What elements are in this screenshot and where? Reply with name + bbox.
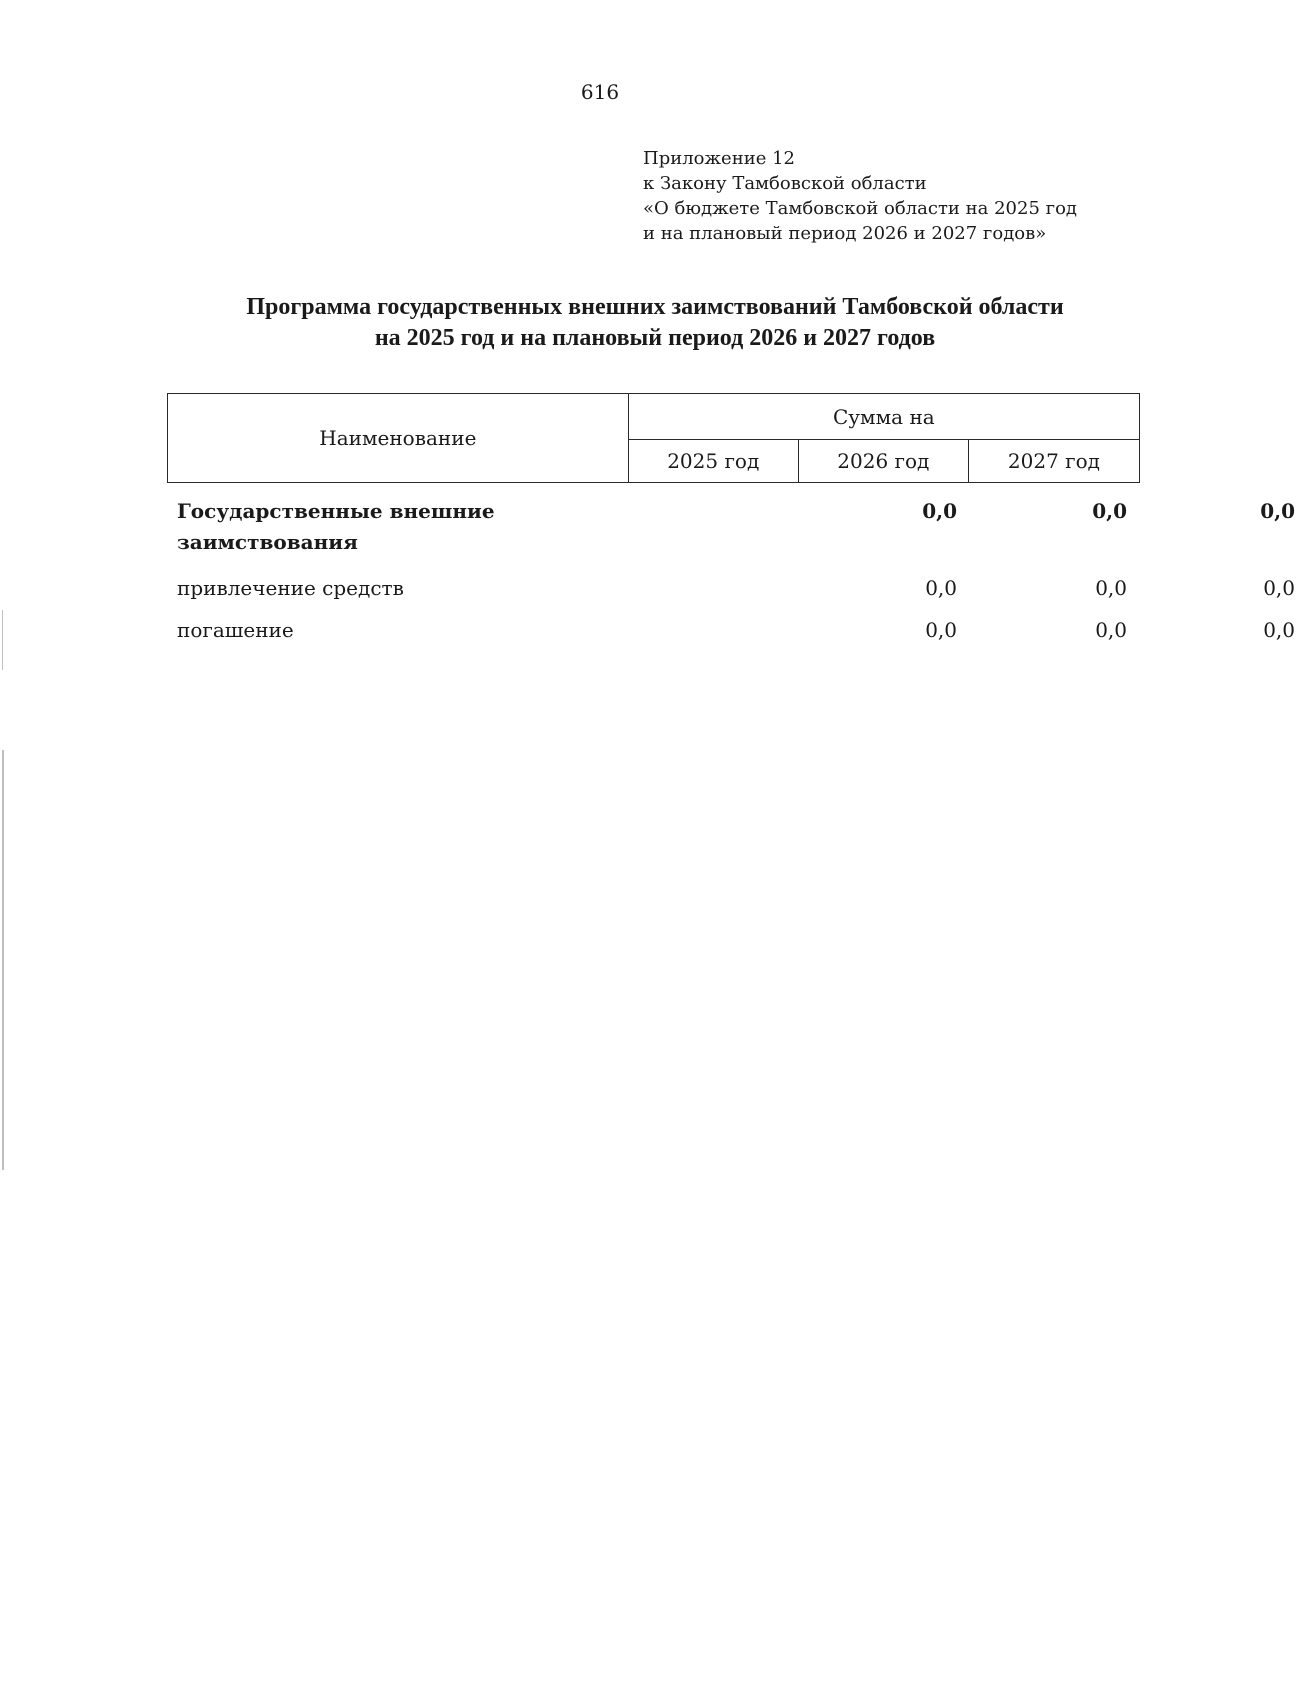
document-title bbox=[0, 292, 1310, 354]
table-row-total bbox=[177, 496, 1295, 573]
table-row bbox=[177, 615, 1295, 657]
header-year-2027: 2027 год bbox=[968, 440, 1139, 483]
row-value-2025: 0,0 bbox=[922, 499, 957, 523]
row-value-2026: 0,0 bbox=[1095, 618, 1127, 642]
scan-edge-mark bbox=[2, 610, 3, 670]
table-row bbox=[177, 573, 1295, 615]
header-name-cell: Наименование bbox=[168, 394, 629, 483]
row-value-2025: 0,0 bbox=[925, 618, 957, 642]
title-line-1: Программа государственных внешних заимствований Тамбовской области bbox=[246, 294, 1064, 320]
appendix-line: Приложение 12 bbox=[643, 148, 795, 169]
row-label: погашение bbox=[177, 618, 294, 642]
table-header bbox=[167, 393, 1140, 483]
row-value-2027: 0,0 bbox=[1263, 576, 1295, 600]
page-number: 616 bbox=[580, 80, 620, 104]
appendix-line: «О бюджете Тамбовской области на 2025 год bbox=[643, 198, 1077, 219]
row-value-2025: 0,0 bbox=[925, 576, 957, 600]
title-line-2: на 2025 год и на плановый период 2026 и 2027 годов bbox=[374, 325, 936, 351]
scan-edge-mark bbox=[2, 750, 4, 1170]
appendix-line: к Закону Тамбовской области bbox=[643, 173, 927, 194]
header-year-2026: 2026 год bbox=[798, 440, 968, 483]
header-sum-cell: Сумма на bbox=[628, 394, 1139, 440]
row-value-2026: 0,0 bbox=[1095, 576, 1127, 600]
row-label: Государственные внешние заимствования bbox=[177, 499, 495, 554]
row-value-2027: 0,0 bbox=[1263, 618, 1295, 642]
table-body bbox=[177, 496, 1295, 657]
appendix-line: и на плановый период 2026 и 2027 годов» bbox=[643, 223, 1047, 244]
row-value-2027: 0,0 bbox=[1260, 499, 1295, 523]
row-value-2026: 0,0 bbox=[1092, 499, 1127, 523]
header-year-2025: 2025 год bbox=[628, 440, 798, 483]
row-label: привлечение средств bbox=[177, 576, 404, 600]
appendix-note bbox=[643, 146, 1077, 246]
